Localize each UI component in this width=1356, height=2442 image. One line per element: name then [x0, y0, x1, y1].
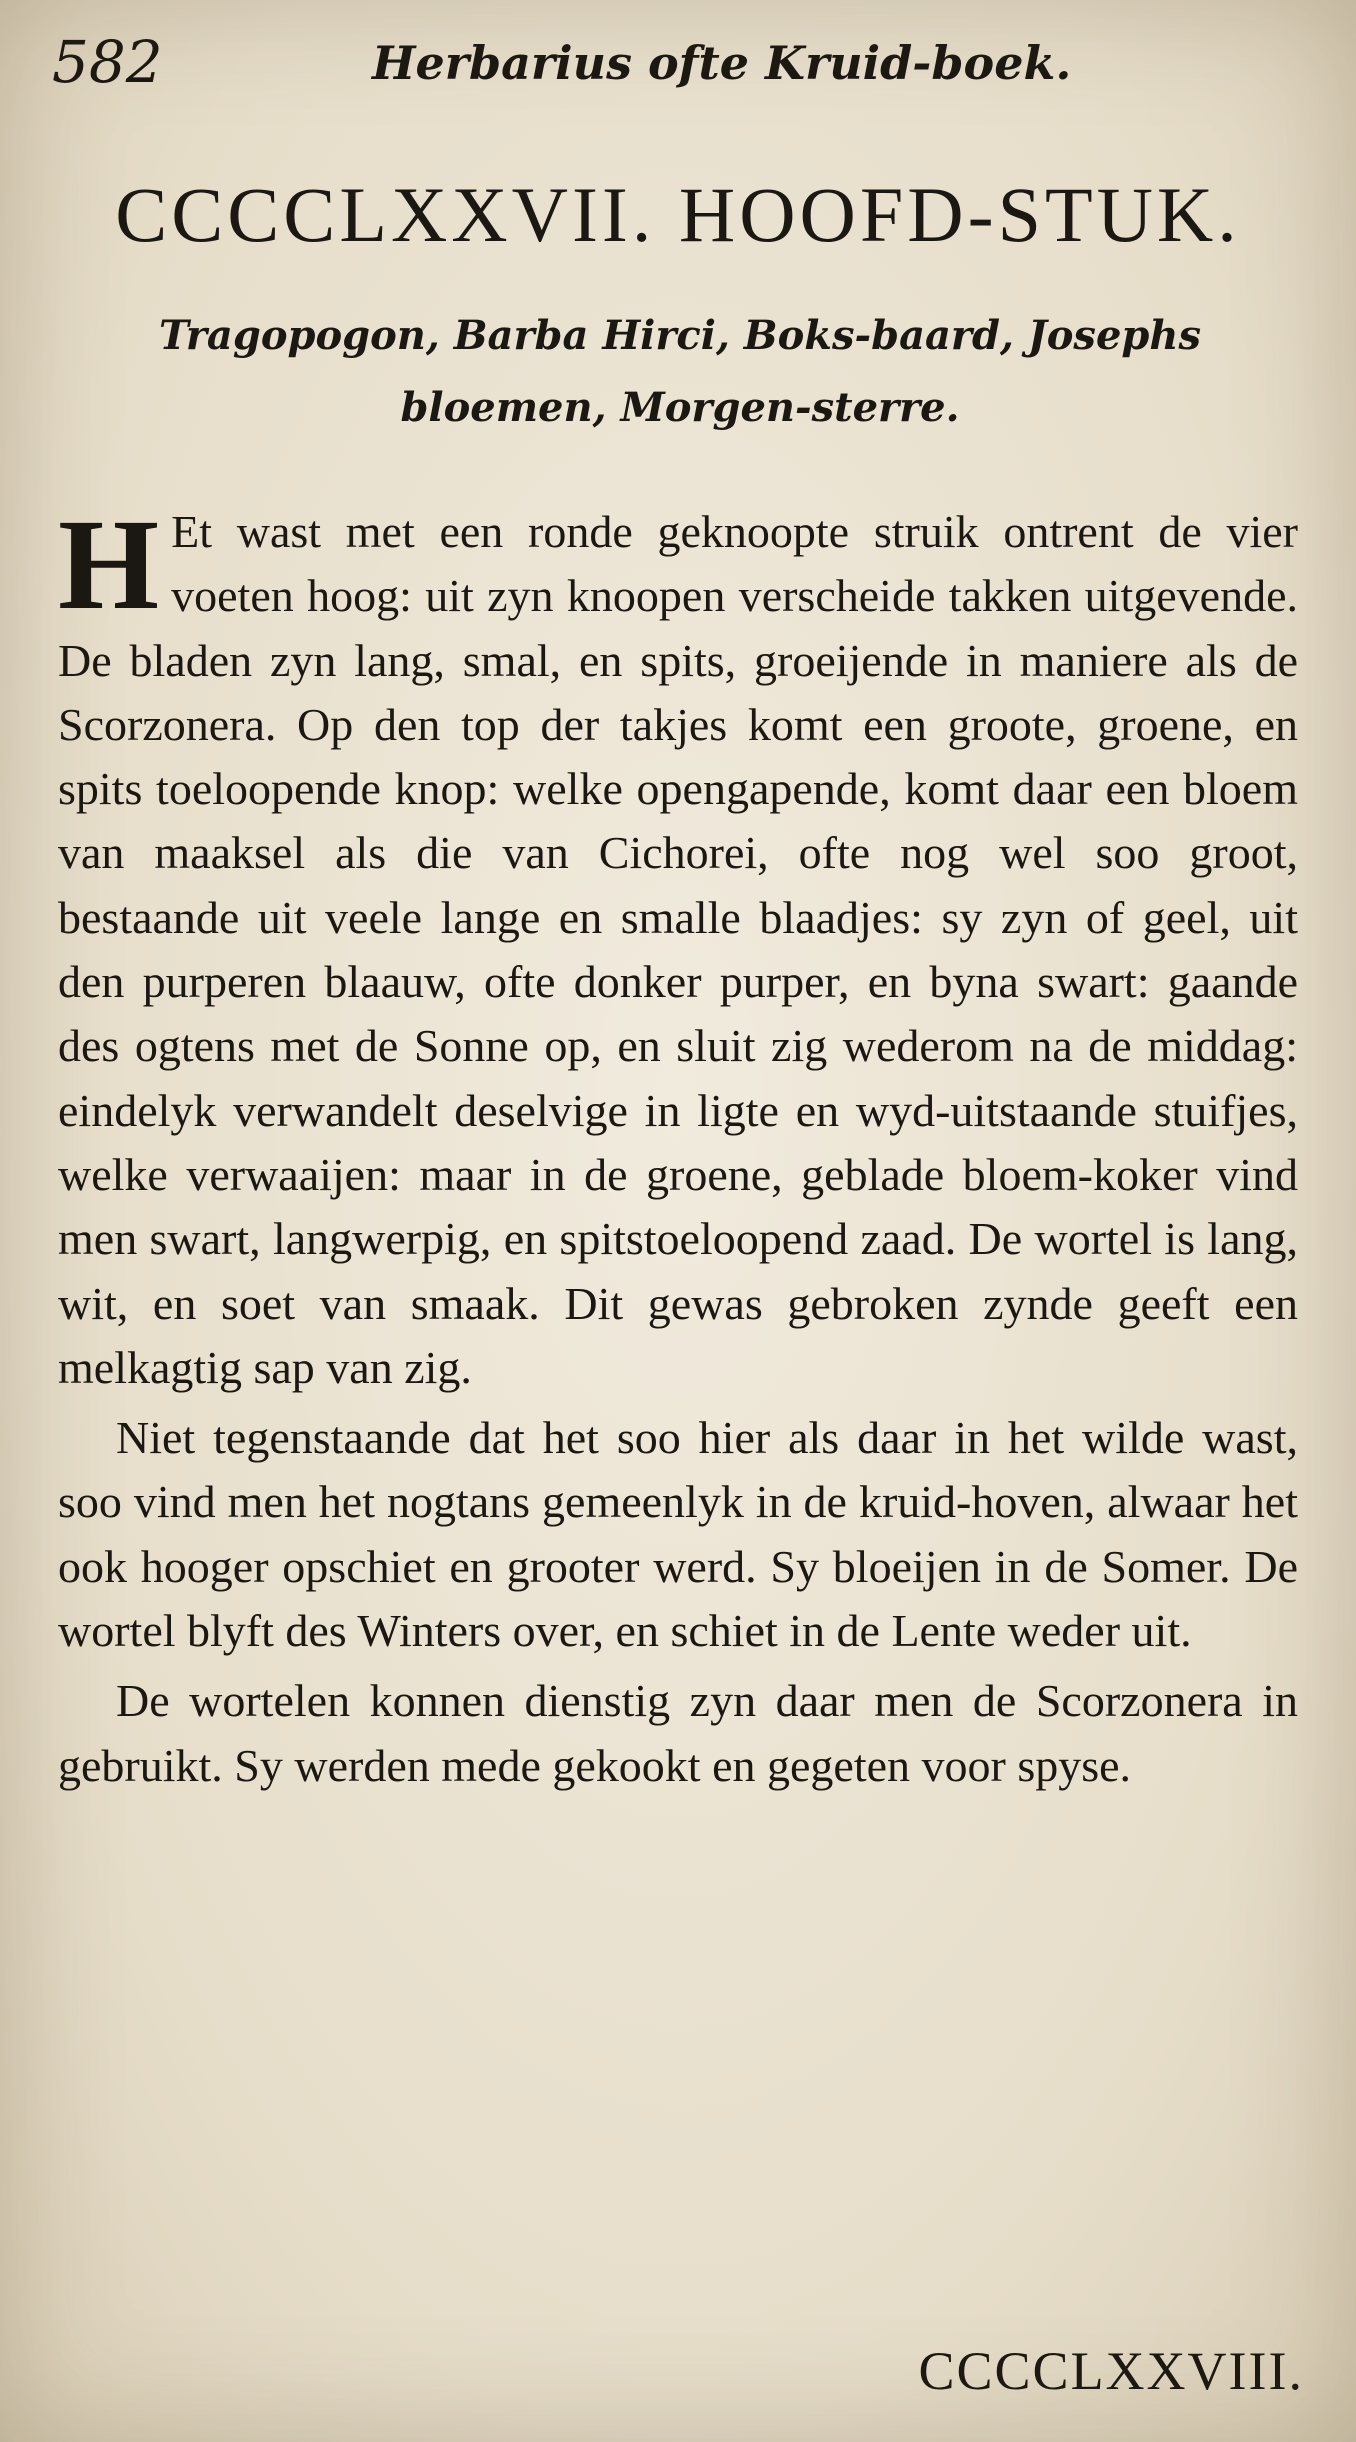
drop-cap: H — [58, 493, 160, 637]
chapter-title: CCCCLXXVII. HOOFD-STUK. — [115, 171, 1241, 258]
running-title: Herbarius ofte Kruid-boek. — [372, 36, 1072, 90]
catchword: CCCCLXXVIII. — [918, 2341, 1304, 2401]
paragraph-2: Niet tegenstaande dat het soo hier als daar in het wilde wast, soo vind men het nogtans gemeenlyk in de kruid-hoven, alwaar het ook hooger opschiet en grooter werd. Sy bloeijen in de Somer. De wortel blyft des Winters over, en schiet in de Lente weder uit. — [58, 1412, 1298, 1657]
body-text — [58, 493, 1298, 1798]
page-header — [52, 28, 1316, 118]
paragraph-1 — [58, 493, 1298, 1400]
paragraph-3: De wortelen konnen dienstig zyn daar men de Scorzonera in gebruikt. Sy werden mede gekookt en gegeten voor spyse. — [58, 1675, 1298, 1791]
page-number: 582 — [52, 28, 163, 96]
chapter-subtitle — [100, 300, 1260, 444]
subtitle-line-1: Tragopogon, Barba Hirci, Boks-baard, Josephs — [159, 312, 1201, 359]
subtitle-line-2: bloemen, Morgen-sterre. — [400, 384, 960, 431]
paragraph-1-text: Et wast met een ronde geknoopte struik ontrent de vier voeten hoog: uit zyn knoopen verscheide takken uitgevende. De bladen zyn lang, smal, en spits, groeijende in maniere als de Scorzonera. Op den top der takjes komt een groote, groene, en spits toeloopende knop: welke opengapende, komt daar een bloem van maaksel als die van Cichorei, ofte nog wel soo groot, bestaande uit veele lange en smalle blaadjes: sy zyn of geel, uit den purperen blaauw, ofte donker purper, en byna swart: gaande des ogtens met de Sonne op, en sluit zig wederom na de middag: eindelyk verwandelt deselvige in ligte en wyd-uitstaande stuifjes, welke verwaaijen: maar in de groene, geblade bloem-koker vind men swart, langwerpig, en spitstoeloopend zaad. De wortel is lang, wit, en soet van smaak. Dit gewas gebroken zynde geeft een melkagtig sap van zig. — [58, 506, 1298, 1393]
